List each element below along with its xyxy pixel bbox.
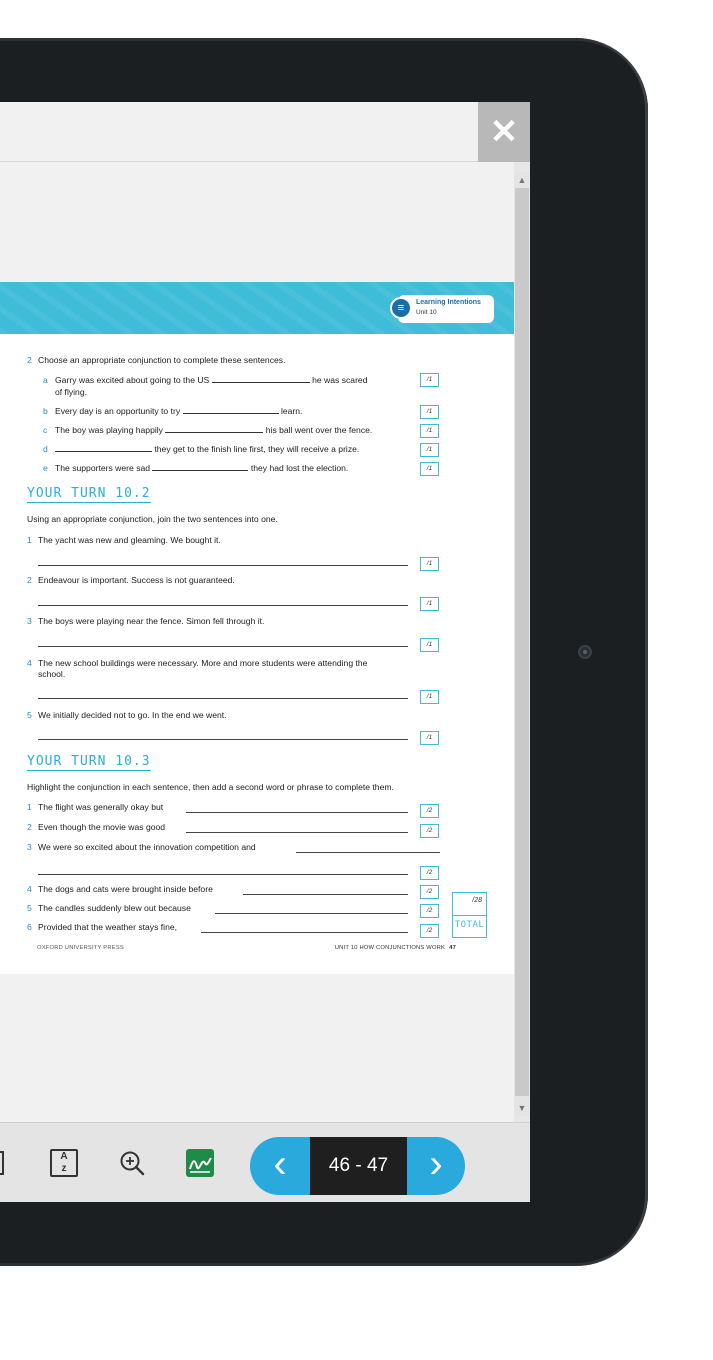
item-number: 5 bbox=[27, 710, 32, 720]
mark-box: /1 bbox=[420, 443, 439, 457]
section-instruction: Using an appropriate conjunction, join the two sentences into one. bbox=[27, 514, 278, 524]
viewer-topbar bbox=[0, 102, 530, 162]
item-number: 3 bbox=[27, 616, 32, 626]
answer-line[interactable] bbox=[38, 698, 408, 699]
front-camera bbox=[578, 645, 592, 659]
mark-box: /2 bbox=[420, 904, 439, 918]
answer-blank[interactable] bbox=[183, 406, 279, 414]
item-text: The boys were playing near the fence. Simon fell through it. bbox=[38, 616, 265, 626]
item-letter: d bbox=[43, 444, 48, 454]
mark-box: /2 bbox=[420, 866, 439, 880]
sentence-item: The supporters were sad they had lost the election. bbox=[55, 463, 349, 473]
answer-line[interactable] bbox=[186, 812, 408, 813]
mark-box: /2 bbox=[420, 924, 439, 938]
badge-subtitle: Unit 10 bbox=[416, 309, 437, 316]
page-navigator bbox=[250, 1137, 465, 1195]
answer-blank[interactable] bbox=[152, 463, 248, 471]
mark-box: /1 bbox=[420, 597, 439, 611]
item-text: The candles suddenly blew out because bbox=[38, 903, 191, 913]
badge-title: Learning Intentions bbox=[416, 299, 481, 306]
item-text: Endeavour is important. Success is not guaranteed. bbox=[38, 575, 235, 585]
answer-line[interactable] bbox=[38, 739, 408, 740]
item-text: The flight was generally okay but bbox=[38, 802, 164, 812]
item-number: 3 bbox=[27, 842, 32, 852]
item-number: 4 bbox=[27, 884, 32, 894]
previous-page-button[interactable] bbox=[250, 1137, 310, 1195]
total-label: TOTAL bbox=[454, 920, 485, 930]
next-page-button[interactable] bbox=[407, 1137, 465, 1195]
chevron-right-icon: › bbox=[429, 1142, 443, 1186]
item-number: 2 bbox=[27, 822, 32, 832]
mark-box: /2 bbox=[420, 804, 439, 818]
mark-box: /1 bbox=[420, 373, 439, 387]
mark-box: /2 bbox=[420, 824, 439, 838]
item-number: 6 bbox=[27, 922, 32, 932]
item-letter: c bbox=[43, 425, 48, 435]
answer-line[interactable] bbox=[201, 932, 408, 933]
answer-blank[interactable] bbox=[55, 444, 152, 452]
question-instruction: Choose an appropriate conjunction to complete these sentences. bbox=[38, 355, 286, 365]
item-text: The yacht was new and gleaming. We bought it. bbox=[38, 535, 221, 545]
mark-box: /1 bbox=[420, 424, 439, 438]
vertical-scrollbar[interactable] bbox=[514, 172, 530, 1116]
footer-unit: UNIT 10 HOW CONJUNCTIONS WORK 47 bbox=[334, 945, 456, 951]
section-heading: YOUR TURN 10.2 bbox=[27, 486, 151, 501]
mark-box: /1 bbox=[420, 462, 439, 476]
chevron-left-icon: ‹ bbox=[273, 1142, 287, 1186]
item-text: We initially decided not to go. In the end we went. bbox=[38, 710, 227, 720]
answer-blank[interactable] bbox=[212, 375, 310, 383]
item-text-continuation: school. bbox=[38, 669, 66, 679]
answer-blank[interactable] bbox=[165, 425, 263, 433]
bookmark-icon[interactable] bbox=[0, 1151, 4, 1175]
learning-intentions-icon: ≡ bbox=[390, 297, 412, 319]
sentence-continuation: of flying. bbox=[55, 387, 88, 397]
glossary-az-icon[interactable]: A z bbox=[50, 1149, 78, 1177]
draw-tool-icon[interactable] bbox=[186, 1149, 214, 1177]
sentence-item: The boy was playing happily his ball went over the fence. bbox=[55, 425, 373, 435]
footer-publisher: OXFORD UNIVERSITY PRESS bbox=[37, 945, 124, 951]
close-button[interactable] bbox=[478, 102, 530, 162]
page-range-indicator[interactable]: 46 - 47 bbox=[310, 1137, 407, 1195]
sentence-item: Every day is an opportunity to try learn. bbox=[55, 406, 303, 416]
item-text: The new school buildings were necessary. More and more students were attending the bbox=[38, 658, 368, 668]
section-instruction: Highlight the conjunction in each sentence, then add a second word or phrase to complete them. bbox=[27, 782, 394, 792]
item-number: 1 bbox=[27, 535, 32, 545]
total-score: /28 bbox=[472, 897, 482, 904]
mark-box: /1 bbox=[420, 405, 439, 419]
item-text: The dogs and cats were brought inside before bbox=[38, 884, 213, 894]
mark-box: /2 bbox=[420, 885, 439, 899]
scroll-down-icon[interactable]: ▼ bbox=[517, 1103, 527, 1113]
bottom-toolbar bbox=[0, 1122, 530, 1202]
item-number: 5 bbox=[27, 903, 32, 913]
section-heading: YOUR TURN 10.3 bbox=[27, 754, 151, 769]
answer-line[interactable] bbox=[38, 646, 408, 647]
item-letter: e bbox=[43, 463, 48, 473]
mark-box: /1 bbox=[420, 690, 439, 704]
answer-line[interactable] bbox=[38, 874, 408, 875]
answer-line[interactable] bbox=[38, 605, 408, 606]
close-icon: ✕ bbox=[489, 113, 519, 151]
item-number: 2 bbox=[27, 575, 32, 585]
scroll-up-icon[interactable]: ▲ bbox=[517, 175, 527, 185]
item-text: Even though the movie was good bbox=[38, 822, 166, 832]
item-letter: a bbox=[43, 375, 48, 385]
answer-line[interactable] bbox=[296, 852, 440, 853]
mark-box: /1 bbox=[420, 731, 439, 745]
item-text: Provided that the weather stays fine, bbox=[38, 922, 178, 932]
sentence-item: they get to the finish line first, they will receive a prize. bbox=[55, 444, 359, 455]
item-letter: b bbox=[43, 406, 48, 416]
zoom-in-icon[interactable] bbox=[118, 1149, 146, 1177]
learning-intentions-badge[interactable] bbox=[398, 295, 494, 323]
sentence-item: Garry was excited about going to the US he was scared bbox=[55, 375, 368, 385]
item-text: We were so excited about the innovation competition and bbox=[38, 842, 256, 852]
answer-line[interactable] bbox=[186, 832, 408, 833]
page-number: 47 bbox=[449, 945, 456, 951]
mark-box: /1 bbox=[420, 638, 439, 652]
answer-line[interactable] bbox=[215, 913, 408, 914]
total-divider bbox=[453, 915, 486, 916]
mark-box: /1 bbox=[420, 557, 439, 571]
total-score-box bbox=[452, 892, 487, 938]
scroll-thumb[interactable] bbox=[515, 188, 529, 1096]
answer-line[interactable] bbox=[38, 565, 408, 566]
item-number: 4 bbox=[27, 658, 32, 668]
answer-line[interactable] bbox=[243, 894, 408, 895]
question-number: 2 bbox=[27, 355, 32, 365]
ebook-viewer bbox=[0, 102, 530, 1202]
item-number: 1 bbox=[27, 802, 32, 812]
workbook-page bbox=[0, 282, 514, 974]
page-banner bbox=[0, 282, 514, 334]
